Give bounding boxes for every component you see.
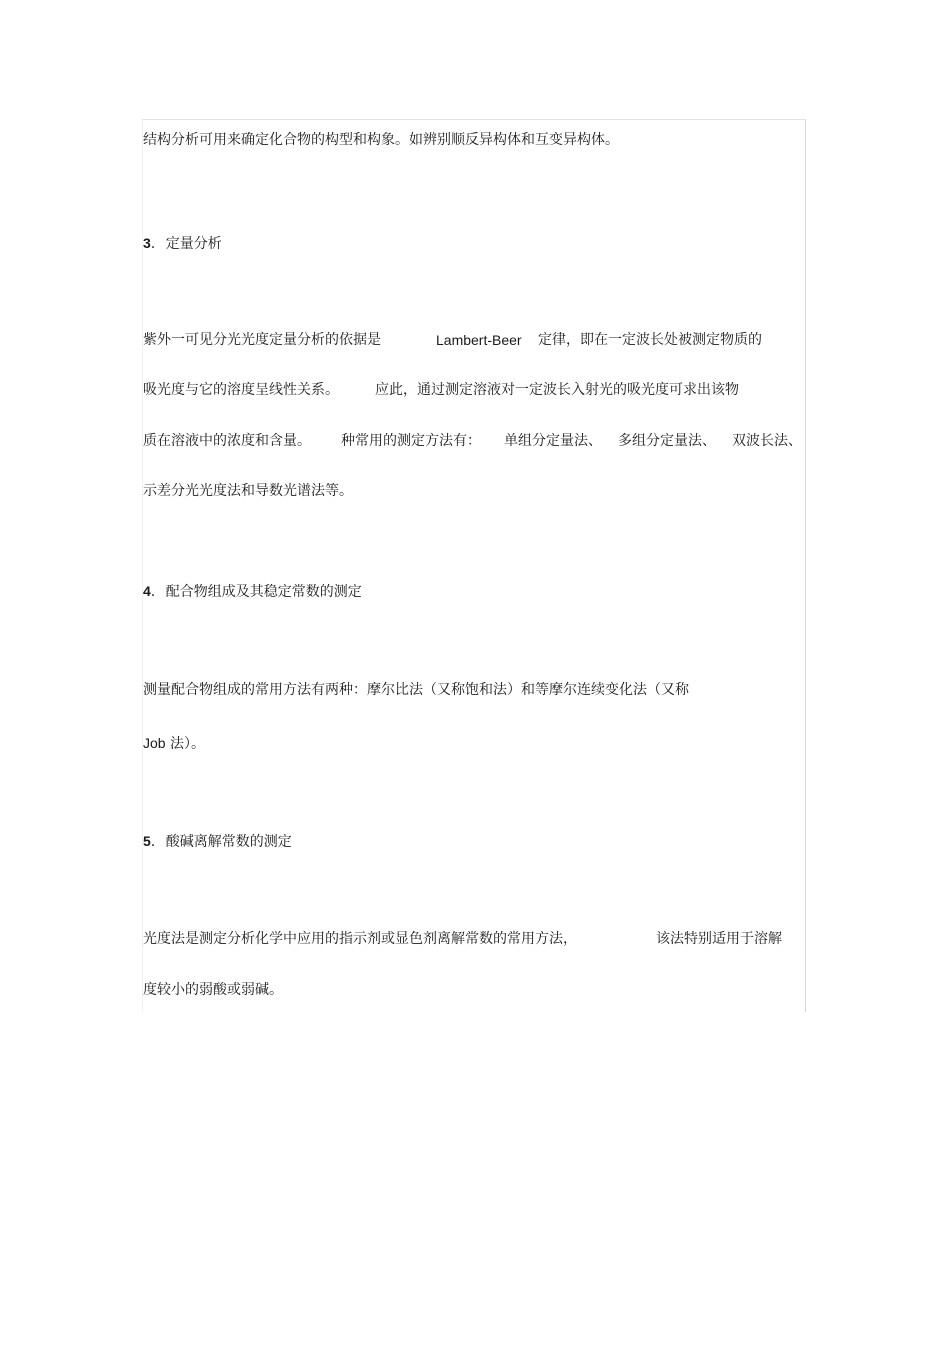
method-single-component: 单组分定量法、 xyxy=(504,433,602,449)
paragraph-quant-line-1 xyxy=(143,330,803,350)
section-3-heading xyxy=(143,233,222,254)
section-number: 3 xyxy=(143,235,151,251)
lambert-beer-term: Lambert-Beer xyxy=(436,332,522,348)
text-segment: 吸光度与它的溶度呈线性关系。 xyxy=(143,382,339,398)
job-term: Job xyxy=(143,735,166,751)
method-multi-component: 多组分定量法、 xyxy=(618,433,716,449)
paragraph-structure-analysis xyxy=(143,130,619,150)
paragraph-quant-line-2 xyxy=(143,380,803,400)
text-segment: 种常用的测定方法有： xyxy=(341,433,481,449)
text-segment: 度较小的弱酸或弱碱。 xyxy=(143,982,283,998)
method-dual-wavelength: 双波长法、 xyxy=(732,433,802,449)
text-segment: 示差分光光度法和导数光谱法等。 xyxy=(143,483,353,499)
paragraph-text: 结构分析可用来确定化合物的构型和构象。如辨别顺反异构体和互变异构体。 xyxy=(143,132,619,148)
paragraph-acid-line-1 xyxy=(143,929,803,949)
paragraph-complex-line-2 xyxy=(143,733,205,754)
section-title: 酸碱离解常数的测定 xyxy=(165,834,292,850)
text-segment: 测量配合物组成的常用方法有两种：摩尔比法（又称饱和法）和等摩尔连续变化法（又称 xyxy=(143,682,689,698)
page-frame xyxy=(142,119,806,1012)
paragraph-acid-line-2 xyxy=(143,980,283,1000)
section-4-heading xyxy=(143,581,362,602)
section-separator: . xyxy=(150,834,156,850)
text-segment: 定律，即在一定波长处被测定物质的 xyxy=(538,332,762,348)
section-separator: . xyxy=(150,584,156,600)
paragraph-quant-line-4 xyxy=(143,481,353,501)
section-number: 4 xyxy=(143,583,151,599)
paragraph-quant-line-3 xyxy=(143,431,808,451)
paragraph-complex-line-1 xyxy=(143,680,689,700)
section-number: 5 xyxy=(143,833,151,849)
text-segment: 光度法是测定分析化学中应用的指示剂或显色剂离解常数的常用方法， xyxy=(143,931,577,947)
text-segment: 该法特别适用于溶解 xyxy=(656,931,782,947)
section-title: 定量分析 xyxy=(165,236,222,252)
text-segment: 法）。 xyxy=(170,736,206,752)
section-separator: . xyxy=(150,236,156,252)
text-segment: 应此，通过测定溶液对一定波长入射光的吸光度可求出该物 xyxy=(375,382,739,398)
text-segment: 质在溶液中的浓度和含量。 xyxy=(143,433,311,449)
text-segment: 紫外一可见分光光度定量分析的依据是 xyxy=(143,332,381,348)
section-5-heading xyxy=(143,831,292,852)
section-title: 配合物组成及其稳定常数的测定 xyxy=(165,584,362,600)
